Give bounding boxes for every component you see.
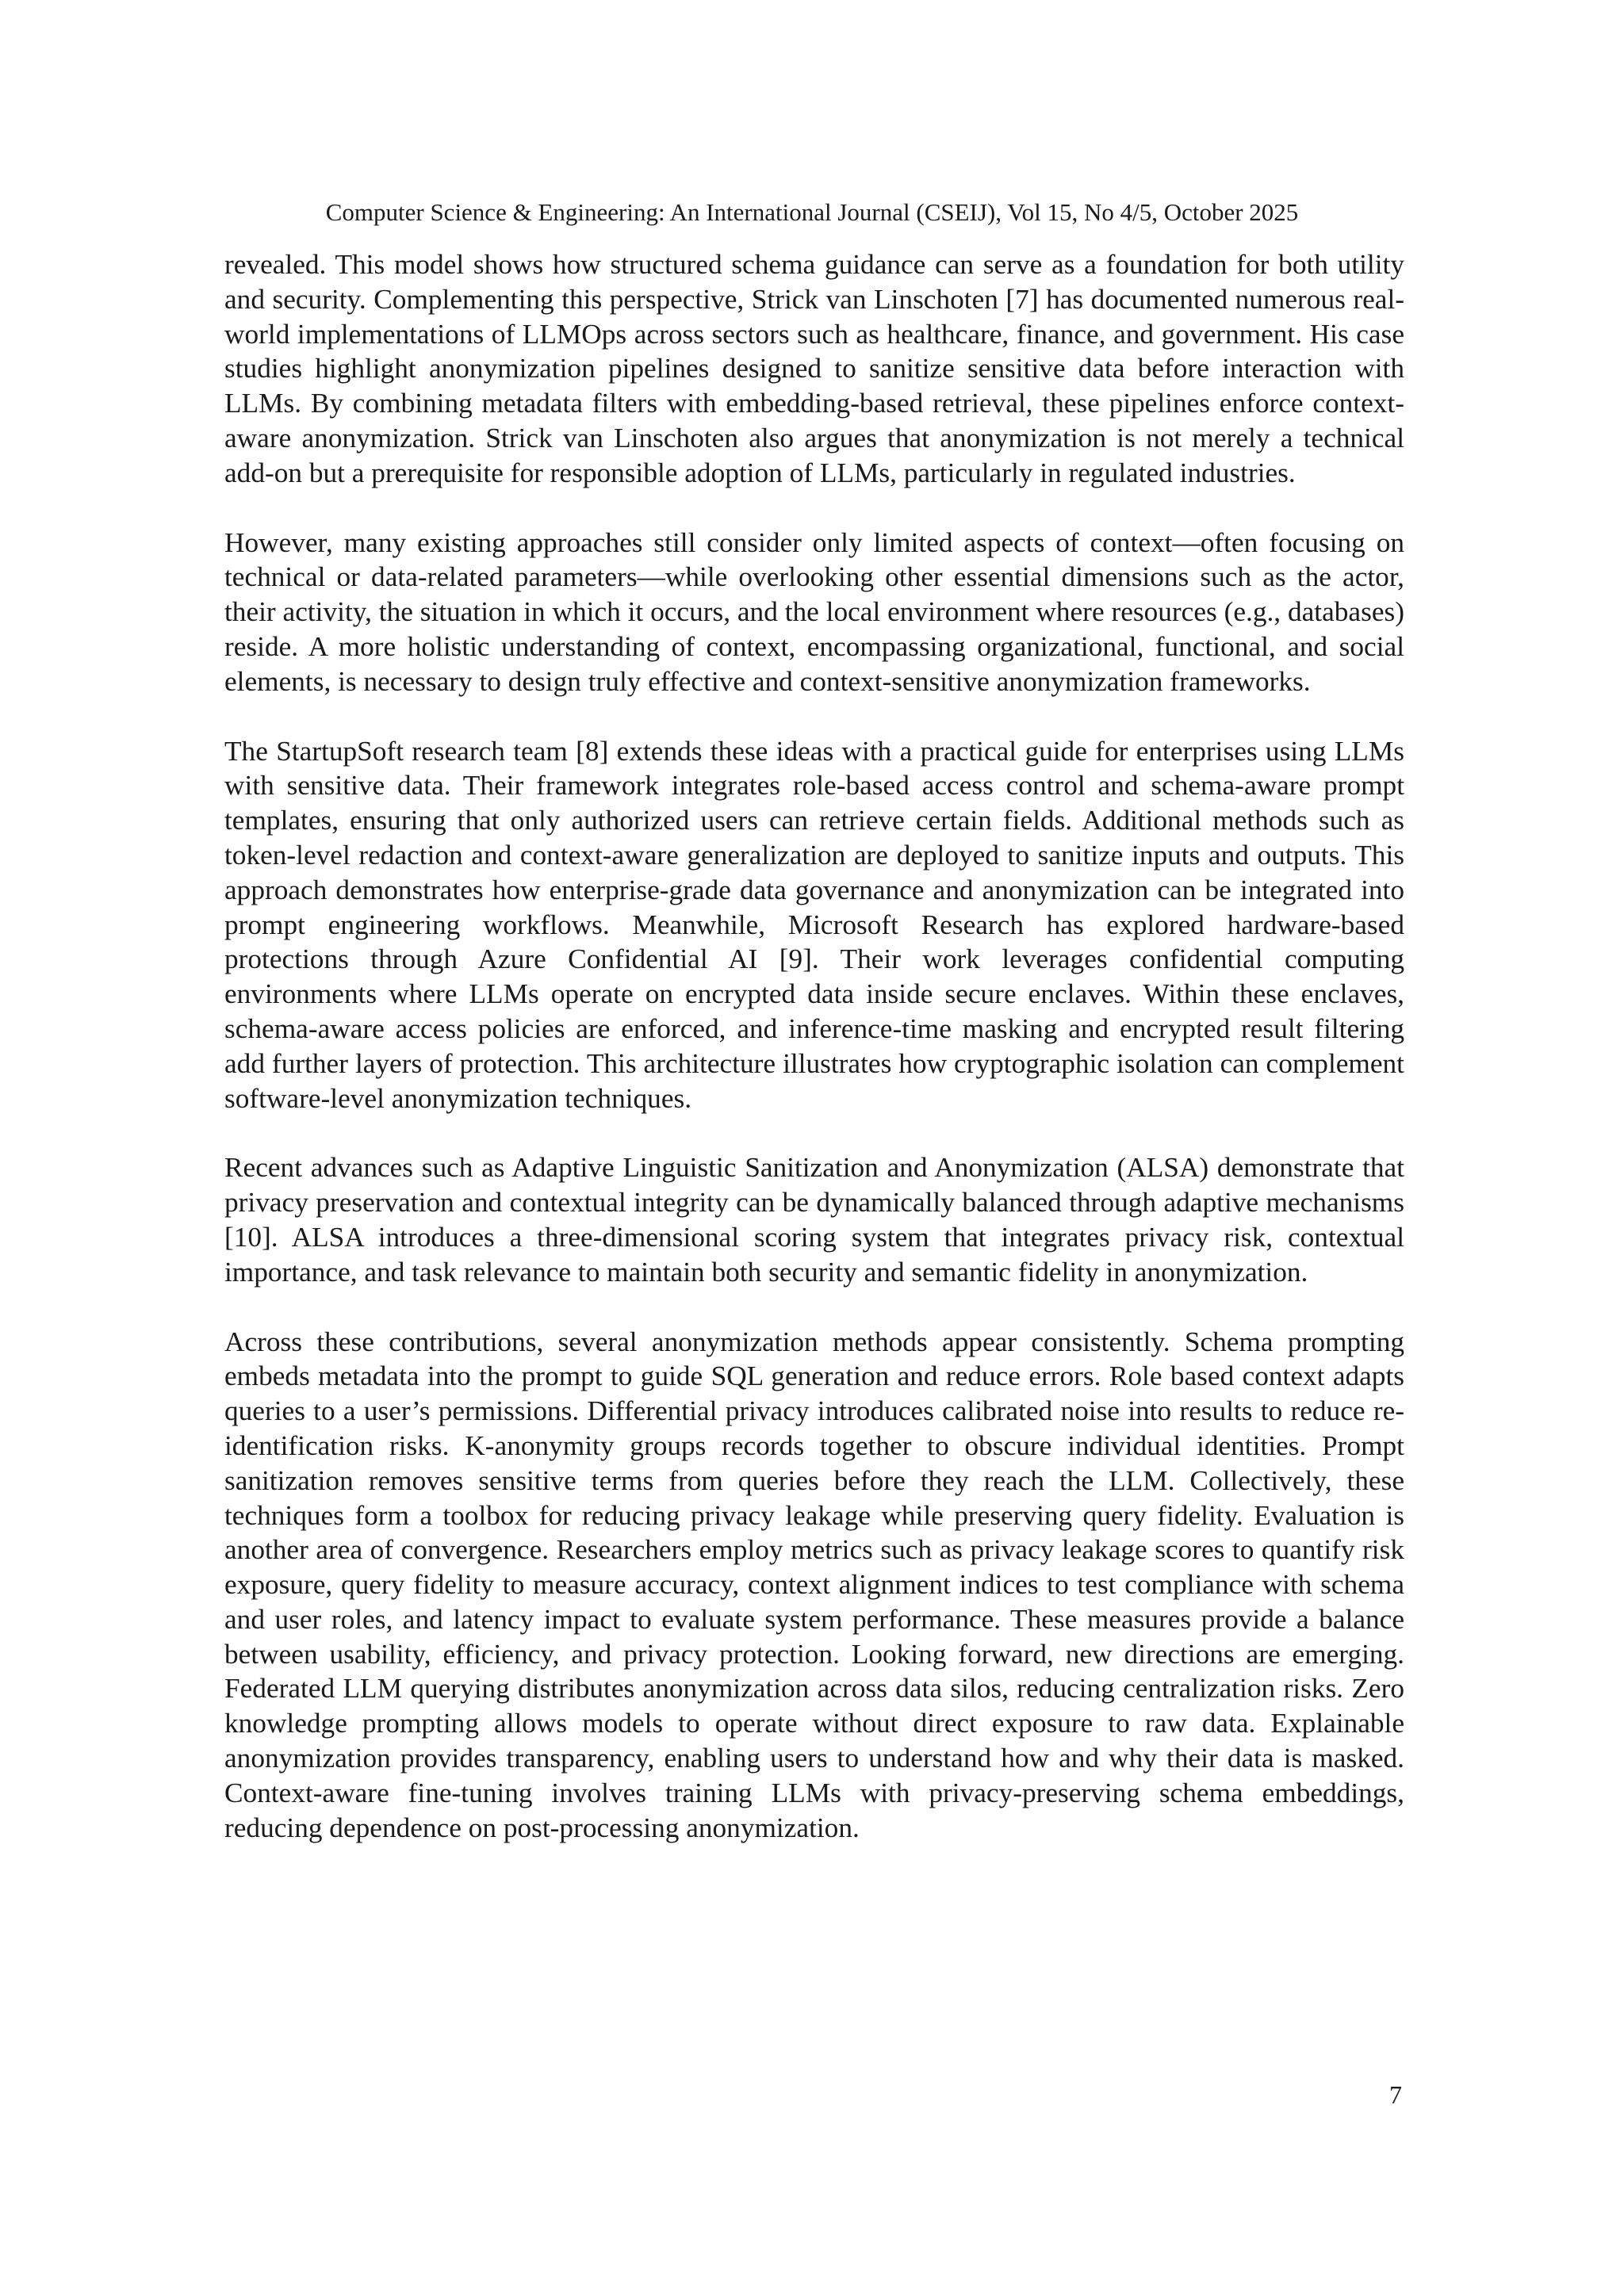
page-number: 7 — [1389, 2080, 1402, 2109]
paragraph-context-limitations: However, many existing approaches still consider only limited aspects of context—often focusing on technical or data-related parameters—while overlooking other essential dimensions such as the actor, their activity, the situation in which it occurs, and the local environment where resources (e.g., databases) reside. A more holistic understanding of context, encompassing organizational, functional, and social elements, is necessary to design truly effective and context-sensitive anonymization frameworks. — [224, 526, 1404, 697]
paragraph-continuation: revealed. This model shows how structured schema guidance can serve as a foundation for both utility and security. Complementing this perspective, Strick van Linschoten [7] has documented numerous real-world implementations of LLMOps across sectors such as healthcare, finance, and government. His case studies highlight anonymization pipelines designed to sanitize sensitive data before interaction with LLMs. By combining metadata filters with embedding-based retrieval, these pipelines enforce context-aware anonymization. Strick van Linschoten also argues that anonymization is not merely a technical add-on but a prerequisite for responsible adoption of LLMs, particularly in regulated industries. — [224, 249, 1404, 488]
body-text — [224, 247, 1404, 1880]
paragraph-startupsoft: The StartupSoft research team [8] extends these ideas with a practical guide for enterprises using LLMs with sensitive data. Their framework integrates role-based access control and schema-aware prompt templates, ensuring that only authorized users can retrieve certain fields. Additional methods such as token-level redaction and context-aware generalization are deployed to sanitize inputs and outputs. This approach demonstrates how enterprise-grade data governance and anonymization can be integrated into prompt engineering workflows. Meanwhile, Microsoft Research has explored hardware-based protections through Azure Confidential AI [9]. Their work leverages confidential computing environments where LLMs operate on encrypted data inside secure enclaves. Within these enclaves, schema-aware access policies are enforced, and inference-time masking and encrypted result filtering add further layers of protection. This architecture illustrates how cryptographic isolation can complement software-level anonymization techniques. — [224, 735, 1404, 1114]
paragraph-methods-summary: Across these contributions, several anonymization methods appear consistently. Schema prompting embeds metadata into the prompt to guide SQL generation and reduce errors. Role based context adapts queries to a user’s permissions. Differential privacy introduces calibrated noise into results to reduce re-identification risks. K-anonymity groups records together to obscure individual identities. Prompt sanitization removes sensitive terms from queries before they reach the LLM. Collectively, these techniques form a toolbox for reducing privacy leakage while preserving query fidelity. Evaluation is another area of convergence. Researchers employ metrics such as privacy leakage scores to quantify risk exposure, query fidelity to measure accuracy, context alignment indices to test compliance with schema and user roles, and latency impact to evaluate system performance. These measures provide a balance between usability, efficiency, and privacy protection. Looking forward, new directions are emerging. Federated LLM querying distributes anonymization across data silos, reducing centralization risks. Zero knowledge prompting allows models to operate without direct exposure to raw data. Explainable anonymization provides transparency, enabling users to understand how and why their data is masked. Context-aware fine-tuning involves training LLMs with privacy-preserving schema embeddings, reducing dependence on post-processing anonymization. — [224, 1326, 1404, 1843]
running-header: Computer Science & Engineering: An International Journal (CSEIJ), Vol 15, No 4/5, October 2025 — [325, 198, 1299, 226]
paragraph-alsa: Recent advances such as Adaptive Linguistic Sanitization and Anonymization (ALSA) demonstrate that privacy preservation and contextual integrity can be dynamically balanced through adaptive mechanisms [10]. ALSA introduces a three-dimensional scoring system that integrates privacy risk, contextual importance, and task relevance to maintain both security and semantic fidelity in anonymization. — [224, 1152, 1404, 1288]
